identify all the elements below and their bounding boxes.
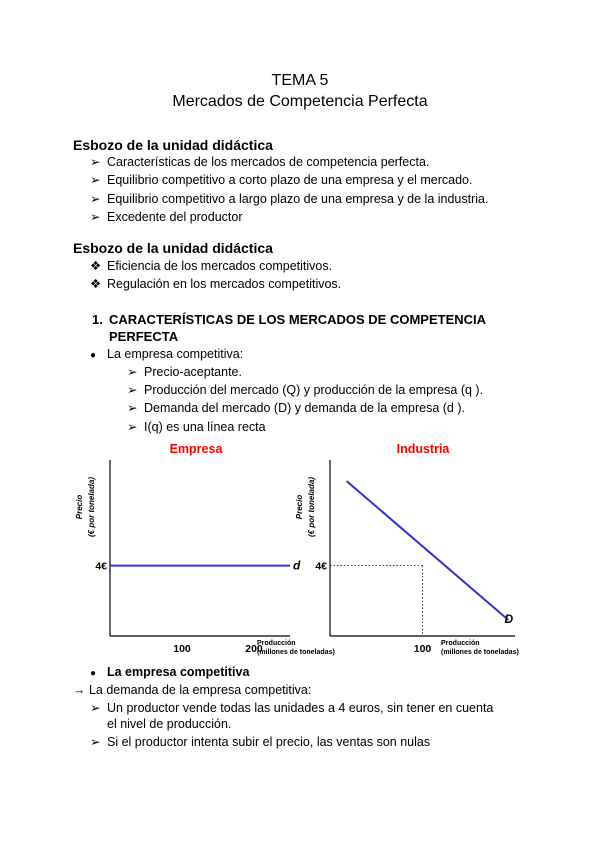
industria-x-label-line2: (millones de toneladas) (441, 649, 519, 656)
industria-y-label-line2: (€ por tonelada) (307, 476, 316, 538)
outline-item (90, 154, 429, 169)
empresa-x-label-line2: (millones de toneladas) (257, 649, 335, 656)
outline-item-text: Equilibrio competitivo a largo plazo de una empresa y de la industria. (107, 191, 489, 206)
subitem (127, 382, 483, 397)
page-subtitle: Mercados de Competencia Perfecta (172, 93, 428, 110)
empresa-y-label-line2: (€ por tonelada) (87, 476, 96, 538)
section-title-line2: PERFECTA (109, 329, 179, 344)
industria-chart (295, 442, 519, 656)
industria-y-label-line1: Precio (295, 494, 304, 520)
arrow-bullet-icon: ➢ (127, 365, 138, 379)
empresa-y-tick-label: 4€ (95, 560, 107, 573)
arrow-bullet-icon: ➢ (90, 155, 101, 169)
empresa-chart-title: Empresa (169, 442, 223, 456)
section2-item-1-text: Un productor vende todas las unidades a 4 euros, sin tener en cuenta (107, 701, 494, 715)
subitem-text: Producción del mercado (Q) y producción de la empresa (q ). (144, 383, 484, 398)
empresa-x-label-line1: Producción (257, 640, 296, 647)
section2-item-1-cont: el nivel de producción. (107, 717, 232, 731)
industria-demand-line (347, 481, 509, 620)
outline-item (90, 276, 341, 291)
empresa-x-tick-label: 100 (173, 643, 191, 655)
diamond-bullet-icon: ❖ (90, 259, 102, 273)
industria-demand-label: D (504, 612, 514, 627)
outline-item-text: Excedente del productor (107, 209, 243, 224)
empresa-chart (75, 442, 335, 656)
empresa-y-label-line1: Precio (75, 494, 84, 520)
outline-item-text: Equilibrio competitivo a corto plazo de una empresa y el mercado. (107, 173, 473, 188)
industria-x-label-line1: Producción (441, 640, 480, 647)
arrow-bullet-icon: ➢ (90, 701, 101, 715)
subitem (127, 400, 465, 415)
diamond-bullet-icon: ❖ (90, 277, 102, 291)
subitem (127, 364, 242, 379)
outline-item-text: Eficiencia de los mercados competitivos. (107, 259, 333, 273)
outline-heading-2: Esbozo de la unidad didáctica (73, 240, 273, 256)
outline-item (90, 191, 488, 206)
page-title: TEMA 5 (271, 72, 329, 89)
outline-item (90, 258, 332, 273)
dot-bullet-icon: ● (90, 668, 97, 679)
section2-item-2 (90, 734, 430, 749)
arrow-bullet-icon: ➢ (127, 383, 138, 398)
industria-y-tick-label: 4€ (315, 560, 327, 573)
arrow-bullet-icon: ➢ (90, 173, 101, 188)
arrow-bullet-icon: ➢ (90, 735, 101, 749)
section2-arrow-line: → La demanda de la empresa competitiva: (73, 683, 312, 697)
outline-item-text: Regulación en los mercados competitivos. (107, 277, 342, 291)
outline-item (90, 209, 243, 224)
section-number: 1. (92, 312, 103, 327)
subitem-text: Precio-aceptante. (144, 365, 242, 379)
section-title-line1: CARACTERÍSTICAS DE LOS MERCADOS DE COMPETENCIA (109, 312, 487, 327)
subitem-text: I(q) es una línea recta (144, 419, 266, 434)
outline-heading-1: Esbozo de la unidad didáctica (73, 137, 273, 153)
arrow-bullet-icon: ➢ (127, 401, 138, 416)
section2-item-1 (90, 700, 493, 715)
arrow-bullet-icon: ➢ (90, 191, 101, 206)
empresa-demand-label: d (293, 558, 301, 573)
section2-heading-text: La empresa competitiva (107, 665, 250, 679)
industria-x-tick-label: 100 (413, 643, 432, 655)
arrow-bullet-icon: ➢ (90, 209, 101, 224)
industria-chart-title: Industria (396, 442, 450, 456)
arrow-bullet-icon: ➢ (127, 419, 138, 434)
section-point (90, 347, 243, 361)
subitem-text: Demanda del mercado (D) y demanda de la empresa (d ). (144, 401, 465, 416)
section2-heading (90, 665, 249, 679)
dot-bullet-icon: ● (90, 350, 97, 361)
outline-item-text: Características de los mercados de competencia perfecta. (107, 155, 430, 169)
outline-item (90, 172, 472, 187)
empresa-x-tick-label: 200 (245, 643, 263, 655)
charts-figure (60, 430, 540, 666)
point-text: La empresa competitiva: (107, 347, 244, 361)
section2-item-2-text: Si el productor intenta subir el precio, las ventas son nulas (107, 735, 431, 749)
